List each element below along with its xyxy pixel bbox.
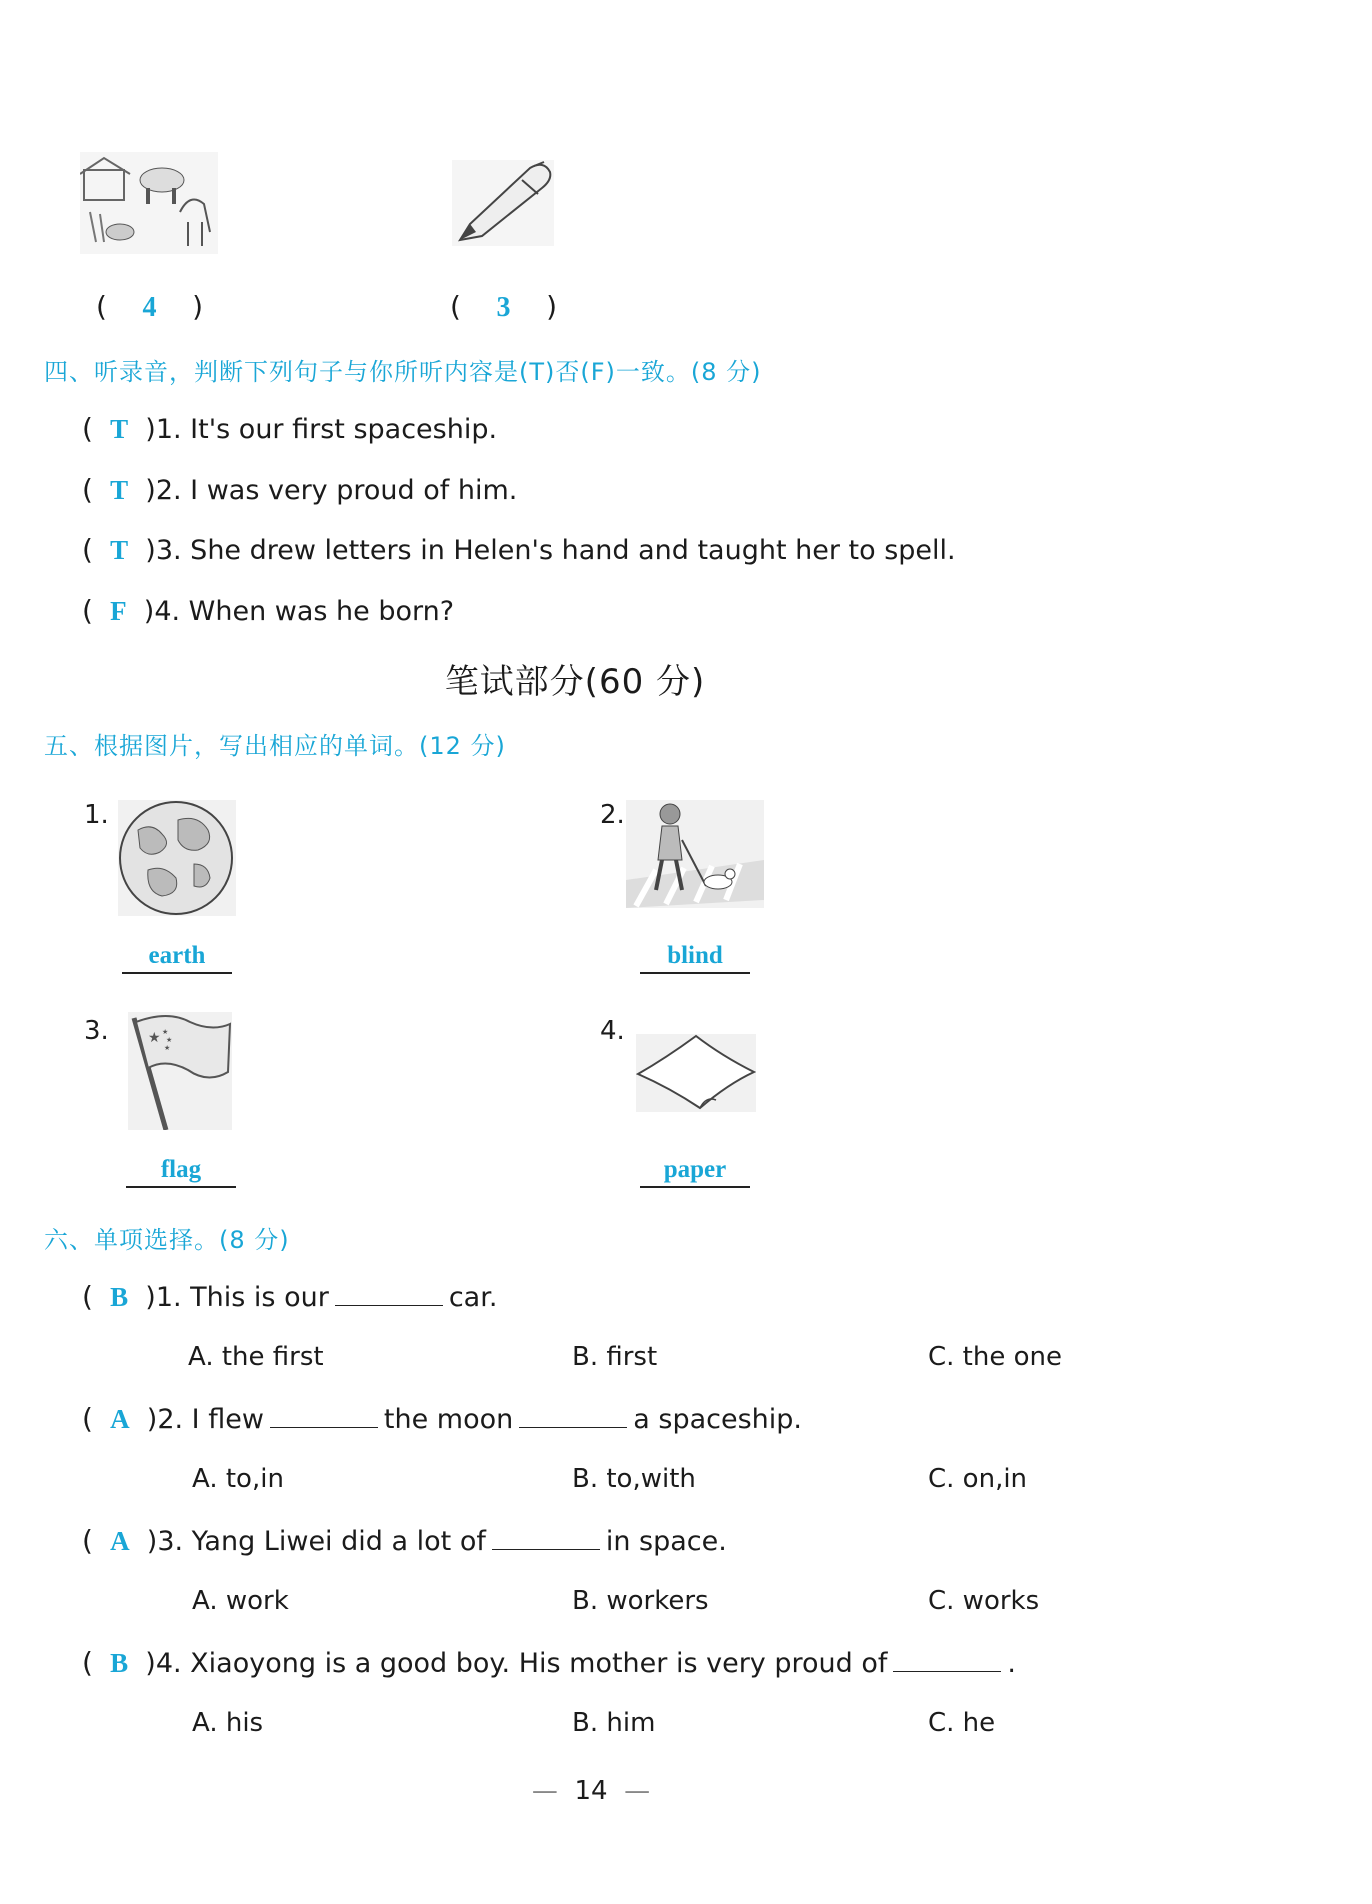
question-text: )4. Xiaoyong is a good boy. His mother is very proud of <box>145 1648 888 1679</box>
answer-text: T <box>110 475 129 505</box>
section4-item-2: ( T )2. I was very proud of him. <box>82 473 518 506</box>
section4-item-3: ( T )3. She drew letters in Helen's hand and taught her to spell. <box>82 533 956 566</box>
answer-line <box>126 1154 236 1188</box>
svg-text:★: ★ <box>166 1036 173 1044</box>
question-text: )4. When was he born? <box>143 596 455 627</box>
section4-item-1: ( T )1. It's our first spaceship. <box>82 412 498 445</box>
answer-text: T <box>110 535 129 565</box>
blank-line <box>519 1405 627 1428</box>
option-a: A. the first <box>188 1342 324 1372</box>
pen-picture <box>452 160 554 246</box>
top-answer-2: ( 3 ) <box>450 290 558 323</box>
answer-text: F <box>110 596 127 626</box>
answer-text: A <box>110 1526 130 1556</box>
option-c: C. on,in <box>928 1464 1028 1494</box>
option-c: C. the one <box>928 1342 1062 1372</box>
option-a: A. work <box>192 1586 289 1616</box>
svg-text:★: ★ <box>164 1044 171 1052</box>
question-text: in space. <box>605 1526 727 1557</box>
flag-picture <box>128 1012 232 1130</box>
answer-text: blind <box>667 942 723 969</box>
page-number-text: 14 <box>574 1776 608 1806</box>
option-b: B. to,with <box>572 1464 696 1494</box>
page-number: — 14 — <box>531 1776 651 1806</box>
answer-text: B <box>110 1648 129 1678</box>
paper-picture <box>636 1034 756 1112</box>
section6-heading: 六、单项选择。(8 分) <box>44 1226 290 1254</box>
earth-picture <box>118 800 236 916</box>
svg-text:★: ★ <box>148 1030 161 1046</box>
question-text: )3. Yang Liwei did a lot of <box>146 1526 486 1557</box>
blind-man-picture <box>626 800 764 908</box>
question-text: )2. I was very proud of him. <box>145 475 518 506</box>
item-number: 2. <box>600 800 625 830</box>
question-text: the moon <box>383 1404 514 1435</box>
section5-heading: 五、根据图片，写出相应的单词。(12 分) <box>44 732 506 760</box>
answer-text: A <box>110 1404 130 1434</box>
answer-line <box>640 940 750 974</box>
blank-line <box>270 1405 378 1428</box>
option-c: C. works <box>928 1586 1040 1616</box>
answer-text: 4 <box>142 292 157 323</box>
question-text: )2. I flew <box>146 1404 264 1435</box>
section6-question-1: ( B )1. This is our car. <box>82 1280 498 1313</box>
section6-question-2: ( A )2. I flew the moon a spaceship. <box>82 1402 803 1435</box>
answer-line <box>122 940 232 974</box>
option-a: A. his <box>192 1708 264 1738</box>
answer-text: T <box>110 414 129 444</box>
option-a: A. to,in <box>192 1464 284 1494</box>
answer-text: B <box>110 1282 129 1312</box>
section6-question-3: ( A )3. Yang Liwei did a lot of in space. <box>82 1524 727 1557</box>
item-number: 1. <box>84 800 109 830</box>
blank-line <box>335 1283 443 1306</box>
section6-question-4: ( B )4. Xiaoyong is a good boy. His mother is very proud of . <box>82 1646 1016 1679</box>
option-b: B. him <box>572 1708 656 1738</box>
item-number: 3. <box>84 1016 109 1046</box>
option-c: C. he <box>928 1708 996 1738</box>
question-text: . <box>1007 1648 1016 1679</box>
written-part-title: 笔试部分(60 分) <box>444 662 706 702</box>
blank-line <box>492 1527 600 1550</box>
blank-line <box>893 1649 1001 1672</box>
question-text: )1. This is our <box>145 1282 329 1313</box>
svg-text:★: ★ <box>162 1028 169 1036</box>
option-b: B. first <box>572 1342 658 1372</box>
section4-heading: 四、听录音，判断下列句子与你所听内容是(T)否(F)一致。(8 分) <box>44 358 762 386</box>
option-b: B. workers <box>572 1586 709 1616</box>
answer-line <box>640 1154 750 1188</box>
question-text: a spaceship. <box>633 1404 803 1435</box>
top-answer-1: ( 4 ) <box>96 290 204 323</box>
answer-text: paper <box>663 1156 727 1183</box>
question-text: car. <box>448 1282 498 1313</box>
farm-animals-picture <box>80 152 218 254</box>
answer-text: flag <box>160 1156 202 1183</box>
question-text: )3. She drew letters in Helen's hand and taught her to spell. <box>145 535 956 566</box>
answer-text: 3 <box>496 292 511 323</box>
section4-item-4: ( F )4. When was he born? <box>82 594 455 627</box>
answer-text: earth <box>148 942 206 969</box>
item-number: 4. <box>600 1016 625 1046</box>
question-text: )1. It's our first spaceship. <box>145 414 498 445</box>
